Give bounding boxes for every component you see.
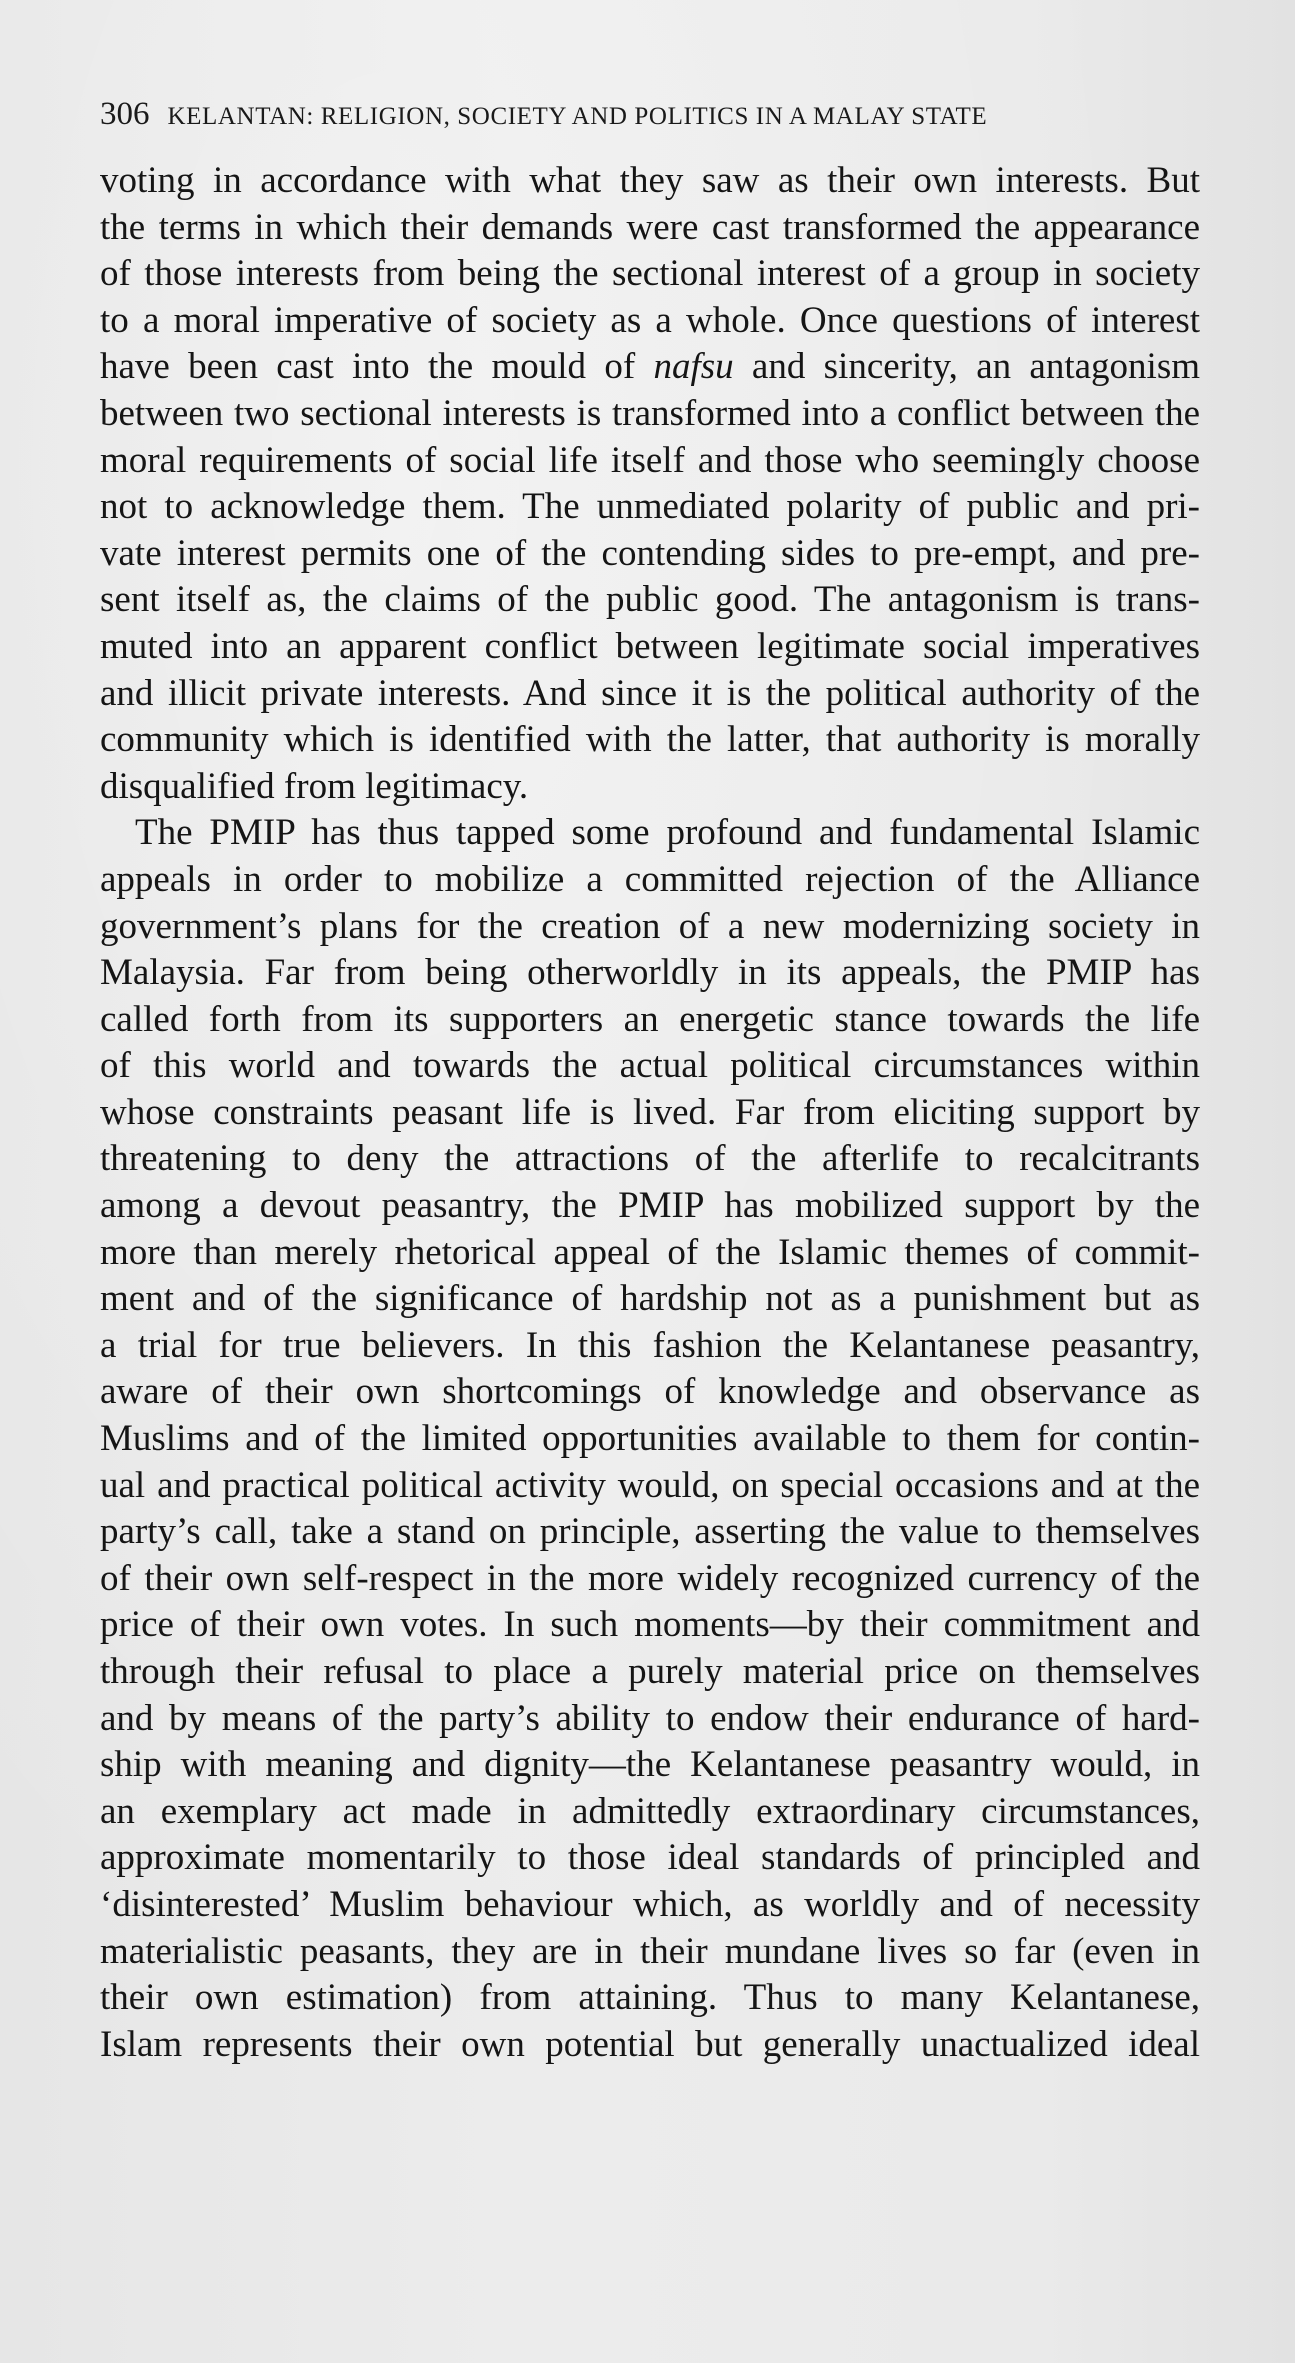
- text-line: the terms in which their demands were cast transformed the appearance: [100, 206, 1200, 248]
- text-line: government’s plans for the creation of a new modernizing society in: [100, 905, 1200, 947]
- text-line: materialistic peasants, they are in their mundane lives so far (even in: [100, 1930, 1200, 1972]
- text-line: The PMIP has thus tapped some profound and fundamental Islamic: [135, 812, 1200, 854]
- text-line: of their own self-respect in the more widely recognized currency of the: [100, 1557, 1200, 1599]
- text-segment: have been cast into the mould of: [100, 346, 654, 388]
- text-line: of those interests from being the sectional interest of a group in society: [100, 253, 1200, 295]
- italic-term: nafsu: [653, 346, 734, 388]
- text-line: called forth from its supporters an energetic stance towards the life: [100, 998, 1200, 1040]
- text-line: Malaysia. Far from being otherworldly in its appeals, the PMIP has: [100, 952, 1200, 994]
- text-line: ual and practical political activity would, on special occasions and at the: [100, 1464, 1200, 1506]
- text-line: voting in accordance with what they saw as their own interests. But: [100, 160, 1200, 201]
- text-line: more than merely rhetorical appeal of the Islamic themes of commit-: [100, 1231, 1200, 1273]
- body-text: [100, 158, 1200, 2068]
- text-line: through their refusal to place a purely material price on themselves: [100, 1651, 1200, 1692]
- text-line: muted into an apparent conflict between legitimate social imperatives: [100, 625, 1200, 667]
- running-title: KELANTAN: RELIGION, SOCIETY AND POLITICS IN A MALAY STATE: [167, 103, 988, 130]
- text-line: and by means of the party’s ability to endow their endurance of hard-: [100, 1697, 1200, 1739]
- text-line: an exemplary act made in admittedly extraordinary circumstances,: [100, 1790, 1200, 1832]
- text-segment: and sincerity, an antagonism: [733, 346, 1200, 388]
- text-line: a trial for true believers. In this fashion the Kelantanese peasantry,: [100, 1324, 1200, 1366]
- text-line: party’s call, take a stand on principle, asserting the value to themselves: [100, 1511, 1200, 1553]
- text-line: community which is identified with the latter, that authority is morally: [100, 719, 1200, 761]
- text-line: threatening to deny the attractions of the afterlife to recalcitrants: [100, 1138, 1200, 1180]
- text-line: not to acknowledge them. The unmediated polarity of public and pri-: [100, 486, 1200, 528]
- text-line: Muslims and of the limited opportunities available to them for contin-: [100, 1418, 1200, 1460]
- text-line: of this world and towards the actual political circumstances within: [100, 1045, 1200, 1087]
- text-line: disqualified from legitimacy.: [100, 765, 529, 807]
- text-line: sent itself as, the claims of the public good. The antagonism is trans-: [100, 579, 1200, 621]
- paragraph: [100, 810, 1200, 2068]
- running-head: [100, 96, 1160, 133]
- paragraph: [100, 158, 1200, 810]
- text-line: whose constraints peasant life is lived. Far from eliciting support by: [100, 1091, 1200, 1133]
- text-line: between two sectional interests is transformed into a conflict between the: [100, 392, 1200, 434]
- text-line: ment and of the significance of hardship not as a punishment but as: [100, 1278, 1200, 1320]
- text-line: moral requirements of social life itself and those who seemingly choose: [100, 439, 1200, 481]
- text-line: [100, 344, 1200, 391]
- text-line: appeals in order to mobilize a committed rejection of the Alliance: [100, 858, 1200, 900]
- text-line: vate interest permits one of the contending sides to pre-empt, and pre-: [100, 532, 1200, 574]
- text-line: among a devout peasantry, the PMIP has mobilized support by the: [100, 1185, 1200, 1227]
- text-line: their own estimation) from attaining. Thus to many Kelantanese,: [100, 1977, 1200, 2019]
- text-line: Islam represents their own potential but generally unactualized ideal: [100, 2023, 1200, 2065]
- text-line: and illicit private interests. And since it is the political authority of the: [100, 672, 1200, 714]
- text-line: to a moral imperative of society as a whole. Once questions of interest: [100, 299, 1200, 341]
- page-number: 306: [100, 96, 150, 132]
- text-line: ship with meaning and dignity—the Kelantanese peasantry would, in: [100, 1744, 1200, 1786]
- text-line: price of their own votes. In such moments—by their commitment and: [100, 1604, 1200, 1646]
- text-line: ‘disinterested’ Muslim behaviour which, as worldly and of necessity: [100, 1883, 1200, 1925]
- text-line: approximate momentarily to those ideal standards of principled and: [100, 1837, 1200, 1879]
- text-line: aware of their own shortcomings of knowledge and observance as: [100, 1371, 1200, 1413]
